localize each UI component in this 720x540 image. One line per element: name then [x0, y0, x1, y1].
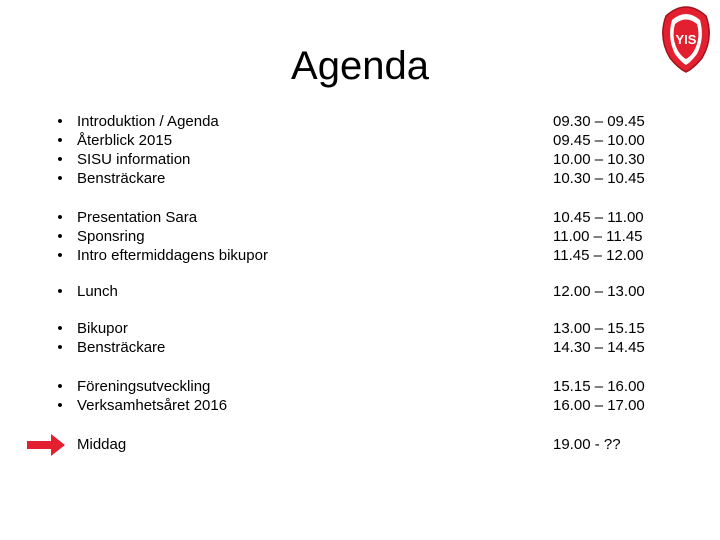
agenda-item-time: 11.45 – 12.00	[553, 247, 644, 264]
bullet: •	[57, 247, 63, 264]
agenda-item	[0, 227, 720, 246]
agenda-item	[0, 377, 720, 396]
agenda-group-6	[0, 435, 720, 454]
bullet: •	[57, 209, 63, 226]
agenda-item	[0, 338, 720, 357]
agenda-group-4	[0, 319, 720, 357]
agenda-item	[0, 131, 720, 150]
agenda-group-2	[0, 208, 720, 265]
agenda-item-label: Middag	[77, 436, 127, 453]
agenda-item-label: Bensträckare	[77, 170, 166, 187]
agenda-item-time: 14.30 – 14.45	[553, 339, 645, 356]
agenda-item-time: 10.45 – 11.00	[553, 209, 644, 226]
agenda-item-label: Sponsring	[77, 228, 145, 245]
bullet: •	[57, 228, 63, 245]
agenda-item	[0, 208, 720, 227]
agenda-item-label: Föreningsutveckling	[77, 378, 211, 395]
club-logo-icon	[658, 2, 714, 74]
agenda-item	[0, 169, 720, 188]
agenda-group-5	[0, 377, 720, 415]
agenda-item-label: Bikupor	[77, 320, 128, 337]
agenda-group-1	[0, 112, 720, 188]
bullet: •	[57, 378, 63, 395]
logo-text: YIS	[675, 32, 697, 47]
agenda-item	[0, 112, 720, 131]
slide-title: Agenda	[291, 44, 429, 88]
agenda-item-time: 10.00 – 10.30	[553, 151, 645, 168]
agenda-item-time: 10.30 – 10.45	[553, 170, 645, 187]
agenda-item-label: Bensträckare	[77, 339, 166, 356]
agenda-item-time: 12.00 – 13.00	[553, 283, 645, 300]
agenda-item-label: Intro eftermiddagens bikupor	[77, 247, 268, 264]
agenda-item	[0, 246, 720, 265]
bullet: •	[57, 170, 63, 187]
bullet: •	[57, 132, 63, 149]
agenda-item-label: Återblick 2015	[77, 132, 173, 149]
agenda-item-time: 09.30 – 09.45	[553, 113, 645, 130]
agenda-item	[0, 319, 720, 338]
agenda-item	[0, 396, 720, 415]
bullet: •	[57, 320, 63, 337]
bullet: •	[57, 283, 63, 300]
agenda-item-time: 15.15 – 16.00	[553, 378, 645, 395]
agenda-item-label: Introduktion / Agenda	[77, 113, 219, 130]
agenda-item-time: 19.00 - ??	[553, 436, 621, 453]
agenda-item	[0, 282, 720, 301]
bullet: •	[57, 339, 63, 356]
agenda-item-time: 13.00 – 15.15	[553, 320, 645, 337]
agenda-item	[0, 150, 720, 169]
bullet: •	[57, 397, 63, 414]
agenda-item-label: Lunch	[77, 283, 118, 300]
agenda-item-label: SISU information	[77, 151, 191, 168]
agenda-item-label: Presentation Sara	[77, 209, 198, 226]
agenda-group-3	[0, 282, 720, 301]
bullet: •	[57, 113, 63, 130]
agenda-item-time: 11.00 – 11.45	[553, 228, 643, 245]
agenda-item-time: 16.00 – 17.00	[553, 397, 645, 414]
agenda-item-label: Verksamhetsåret 2016	[77, 397, 228, 414]
agenda-item-time: 09.45 – 10.00	[553, 132, 645, 149]
agenda-item	[0, 435, 720, 454]
bullet: •	[57, 151, 63, 168]
